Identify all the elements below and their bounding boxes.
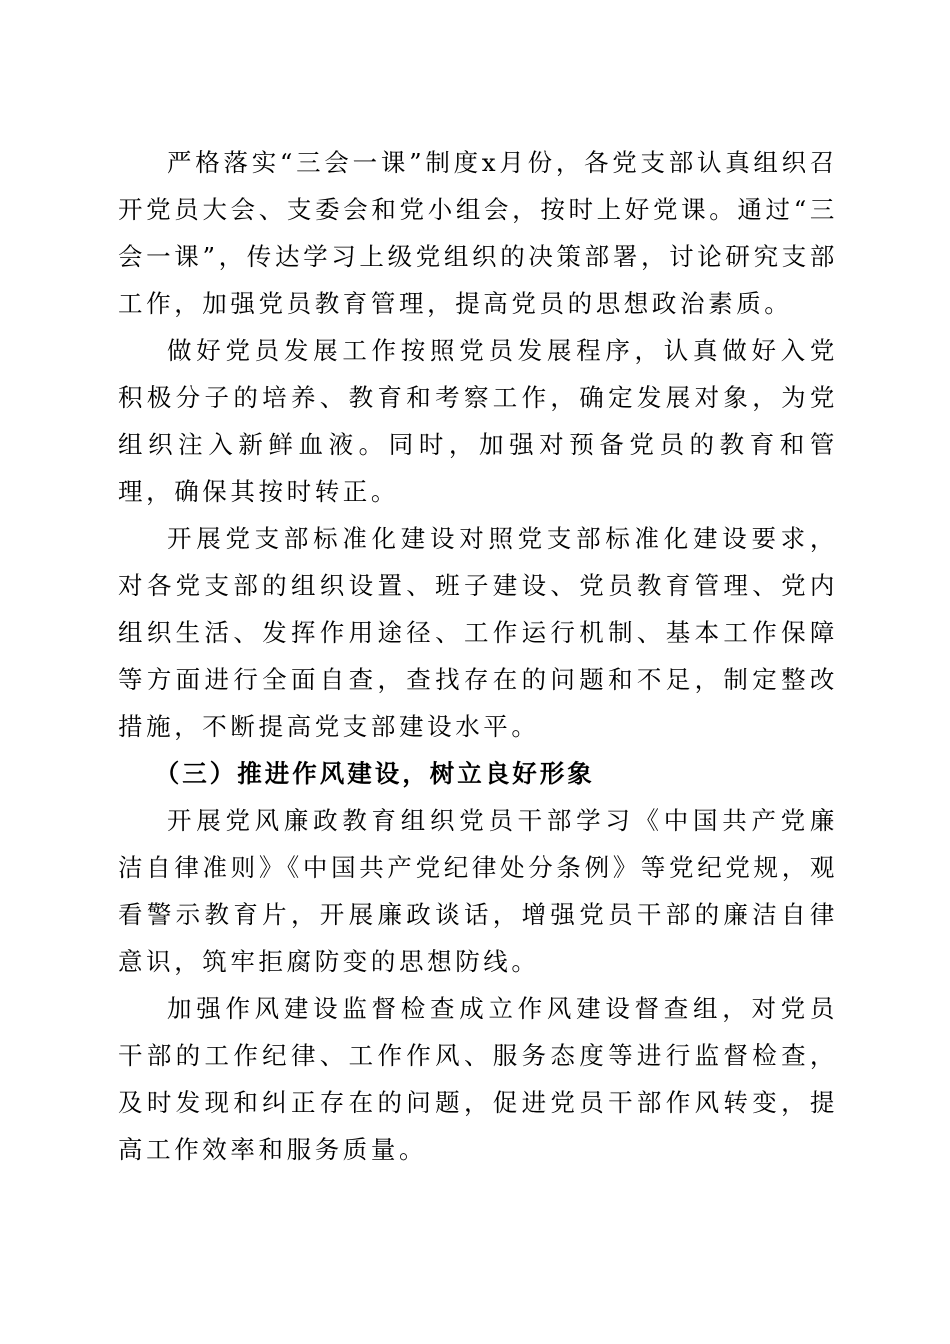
section-heading: （三）推进作风建设，树立良好形象 [154, 759, 595, 788]
paragraph-integrity-education: 开展党风廉政教育组织党员干部学习《中国共产党廉洁自律准则》《中国共产党纪律处分条例》等党纪党规，观看警示教育片，开展廉政谈话，增强党员干部的廉洁自律意识，筑牢拒腐防变的思想防线。 [118, 806, 838, 976]
document-body [118, 139, 838, 1173]
paragraph-style-supervision: 加强作风建设监督检查成立作风建设督查组，对党员干部的工作纪律、工作作风、服务态度等进行监督检查，及时发现和纠正存在的问题，促进党员干部作风转变，提高工作效率和服务质量。 [118, 994, 838, 1164]
paragraph-three-meetings-one-lesson: 严格落实“三会一课”制度x月份，各党支部认真组织召开党员大会、支委会和党小组会，按时上好党课。通过“三会一课”，传达学习上级党组织的决策部署，讨论研究支部工作，加强党员教育管理，提高党员的思想政治素质。 [118, 148, 838, 318]
paragraph-member-development: 做好党员发展工作按照党员发展程序，认真做好入党积极分子的培养、教育和考察工作，确定发展对象，为党组织注入新鲜血液。同时，加强对预备党员的教育和管理，确保其按时转正。 [118, 336, 838, 506]
paragraph-branch-standardization: 开展党支部标准化建设对照党支部标准化建设要求，对各党支部的组织设置、班子建设、党员教育管理、党内组织生活、发挥作用途径、工作运行机制、基本工作保障等方面进行全面自查，查找存在的问题和不足，制定整改措施，不断提高党支部建设水平。 [118, 524, 838, 741]
